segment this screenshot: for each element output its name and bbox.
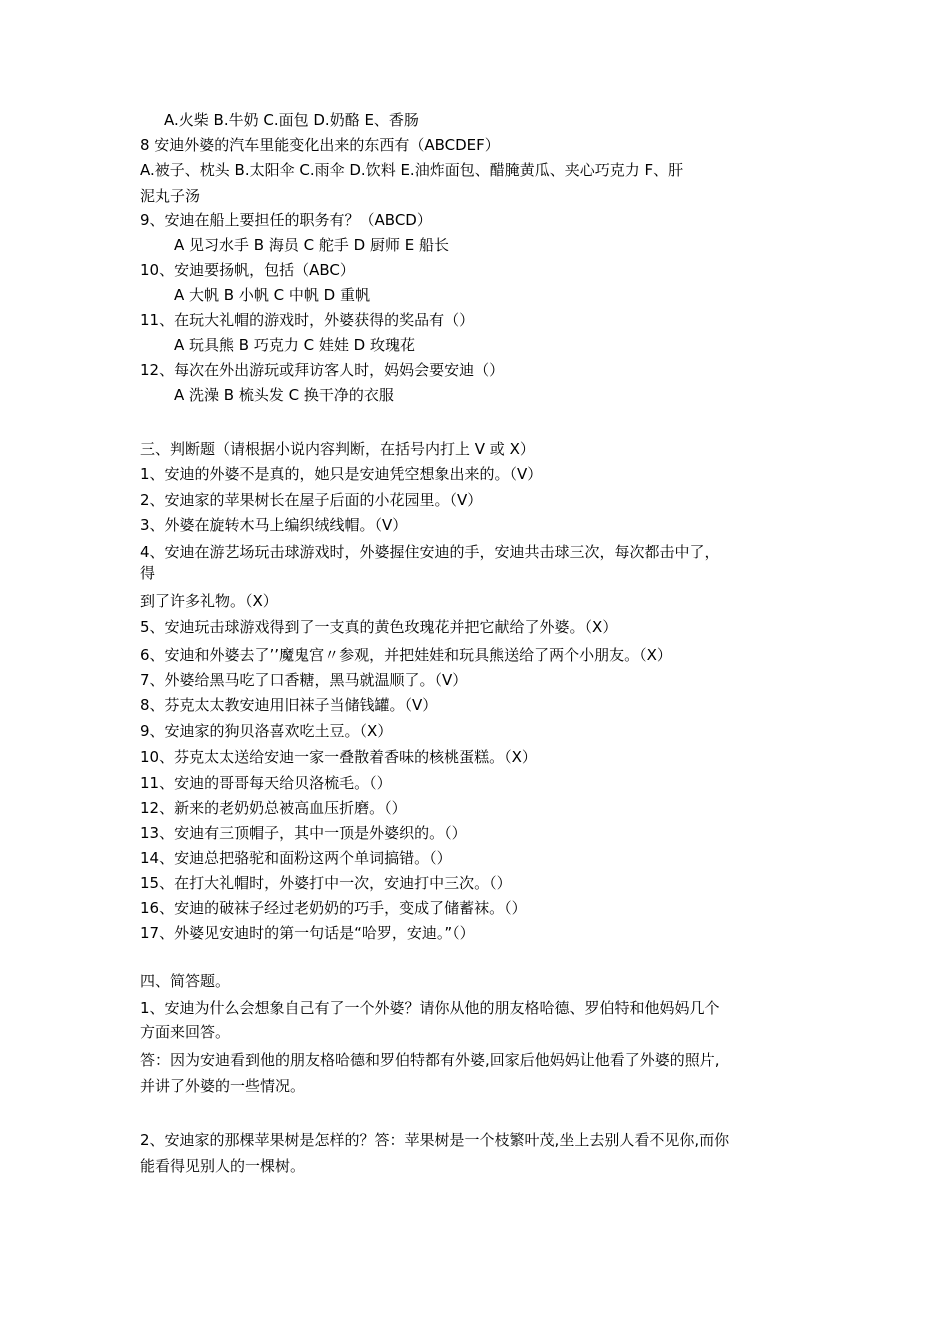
sa1-question-line2: 方面来回答。 (140, 1023, 231, 1041)
sa1-answer-line1: 答：因为安迪看到他的朋友格哈德和罗伯特都有外婆,回家后他妈妈让他看了外婆的照片, (140, 1051, 720, 1069)
sa2-line2: 能看得见别人的一棵树。 (140, 1157, 306, 1175)
sa1-question-line1: 1、安迪为什么会想象自己有了一个外婆？请你从他的朋友格哈德、罗伯特和他妈妈几个 (140, 999, 720, 1017)
q7-options: A.火柴 B.牛奶 C.面包 D.奶酪 E、香肠 (164, 111, 419, 129)
tf-item-8: 8、芬克太太教安迪用旧袜子当储钱罐。（V） (140, 696, 438, 714)
tf-item-4-line2: 得 (140, 564, 156, 582)
tf-item-15: 15、在打大礼帽时，外婆打中一次，安迪打中三次。（） (140, 874, 512, 892)
q12-question: 12、每次在外出游玩或拜访客人时，妈妈会要安迪（） (140, 361, 505, 379)
tf-item-9: 9、安迪家的狗贝洛喜欢吃土豆。（X） (140, 722, 393, 740)
q8-options-line2: 泥丸子汤 (140, 187, 201, 205)
q8-question: 8 安迪外婆的汽车里能变化出来的东西有（ABCDEF） (140, 136, 500, 154)
section4-title: 四、简答题。 (140, 972, 231, 990)
tf-item-10: 10、芬克太太送给安迪一家一叠散着香味的核桃蛋糕。（X） (140, 748, 537, 766)
q10-question: 10、安迪要扬帆，包括（ABC） (140, 261, 355, 279)
tf-item-7: 7、外婆给黑马吃了口香糖，黑马就温顺了。（V） (140, 671, 468, 689)
tf-item-2: 2、安迪家的苹果树长在屋子后面的小花园里。（V） (140, 491, 483, 509)
tf-item-13: 13、安迪有三顶帽子，其中一顶是外婆织的。（） (140, 824, 467, 842)
q11-options: A 玩具熊 B 巧克力 C 娃娃 D 玫瑰花 (174, 336, 415, 354)
tf-item-17: 17、外婆见安迪时的第一句话是“哈罗，安迪。”（） (140, 924, 475, 942)
section3-title: 三、判断题（请根据小说内容判断，在括号内打上 V 或 X） (140, 440, 535, 458)
q10-options: A 大帆 B 小帆 C 中帆 D 重帆 (174, 286, 370, 304)
tf-item-1: 1、安迪的外婆不是真的，她只是安迪凭空想象出来的。（V） (140, 465, 543, 483)
tf-item-11: 11、安迪的哥哥每天给贝洛梳毛。（） (140, 774, 392, 792)
tf-item-14: 14、安迪总把骆驼和面粉这两个单词搞错。（） (140, 849, 452, 867)
document-page (140, 0, 820, 1344)
sa2-line1: 2、安迪家的那棵苹果树是怎样的？答：苹果树是一个枝繁叶茂,坐上去别人看不见你,而你 (140, 1131, 730, 1149)
tf-item-3: 3、外婆在旋转木马上编织绒线帽。（V） (140, 516, 408, 534)
tf-item-16: 16、安迪的破袜子经过老奶奶的巧手，变成了储蓄袜。（） (140, 899, 527, 917)
tf-item-5: 5、安迪玩击球游戏得到了一支真的黄色玫瑰花并把它献给了外婆。（X） (140, 618, 618, 636)
tf-item-4-line3: 到了许多礼物。（X） (140, 592, 278, 610)
q8-options-line1: A.被子、枕头 B.太阳伞 C.雨伞 D.饮料 E.油炸面包、醋腌黄瓜、夹心巧克力 F、肝 (140, 161, 684, 179)
tf-item-4-line1: 4、安迪在游艺场玩击球游戏时，外婆握住安迪的手，安迪共击球三次，每次都击中了， (140, 543, 720, 561)
tf-item-12: 12、新来的老奶奶总被高血压折磨。（） (140, 799, 407, 817)
sa1-answer-line2: 并讲了外婆的一些情况。 (140, 1077, 306, 1095)
q11-question: 11、在玩大礼帽的游戏时，外婆获得的奖品有（） (140, 311, 475, 329)
q9-options: A 见习水手 B 海员 C 舵手 D 厨师 E 船长 (174, 236, 449, 254)
q9-question: 9、安迪在船上要担任的职务有？（ABCD） (140, 211, 432, 229)
tf-item-6: 6、安迪和外婆去了’’魔鬼宫〃参观，并把娃娃和玩具熊送给了两个小朋友。（X） (140, 646, 672, 664)
q12-options: A 洗澡 B 梳头发 C 换干净的衣服 (174, 386, 394, 404)
